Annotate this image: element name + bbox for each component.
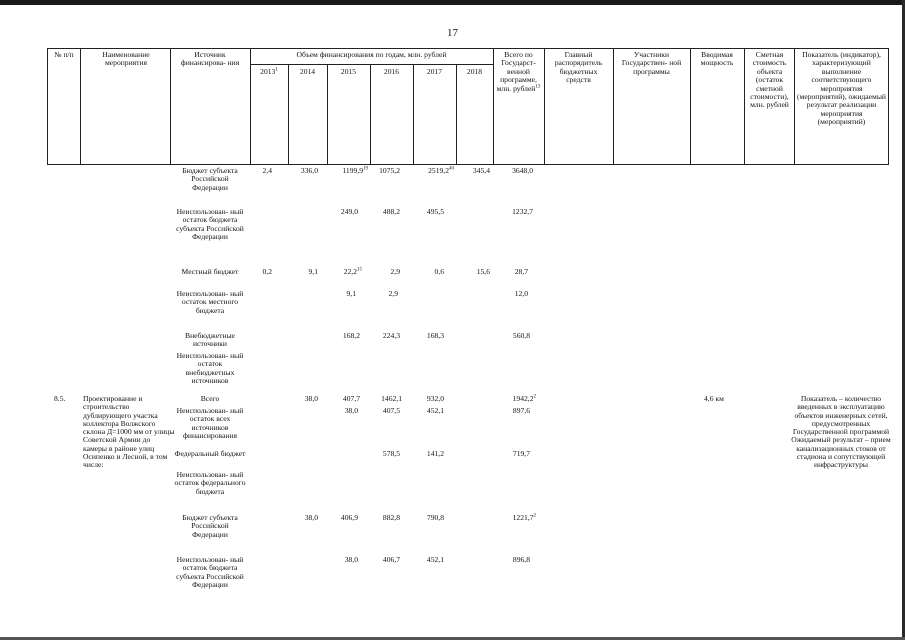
item-number: 8.5. [54, 394, 66, 403]
cell-total: 560,8 [512, 331, 530, 340]
header-participants: Участники Государствен- ной программы [621, 50, 682, 76]
header-total: Всего по Государст- венной программе, млн. рублей$^{13}$ [496, 50, 541, 93]
row-source: Неиспользован- ный остаток бюджета субъекта Российской Федерации [176, 207, 244, 241]
cell-2017: 932,0 [426, 394, 444, 403]
cell-total: 897,6 [512, 406, 530, 415]
row-source: Бюджет субъекта Российской Федерации [182, 166, 238, 192]
cell-2016: 488,2 [382, 207, 400, 216]
cell-2016: 2,9 [388, 289, 398, 298]
header-funding: Объем финансирования по годам, млн. рублей [296, 50, 447, 59]
row-source: Неиспользован- ный остаток бюджета субъекта Российской Федерации [176, 555, 244, 589]
cell-2013: 0,2 [262, 267, 272, 276]
header-cost: Сметная стоимость объекта (остаток сметной стоимости), млн. рублей [750, 50, 789, 110]
cell-2013: 2,4 [262, 166, 272, 175]
cell-2015: 168,2 [342, 331, 360, 340]
cell-2018: 345,4 [472, 166, 490, 175]
cell-2016: 2,9 [390, 267, 400, 276]
cell-total: 1221,7$^2$ [512, 513, 536, 522]
cell-total: 1232,7 [512, 207, 533, 216]
cell-2014: 38,0 [304, 394, 318, 403]
cell-2016: 406,7 [382, 555, 400, 564]
row-source: Местный бюджет [181, 267, 239, 276]
cell-total: 896,8 [512, 555, 530, 564]
cell-2017: 168,3 [426, 331, 444, 340]
cell-2017: 0,6 [434, 267, 444, 276]
cell-2015: 249,0 [340, 207, 358, 216]
cell-2015: 38,0 [344, 406, 358, 415]
cell-2014: 9,1 [308, 267, 318, 276]
cell-2016: 224,3 [382, 331, 400, 340]
cell-2015: 9,1 [346, 289, 356, 298]
cell-total: 12,0 [514, 289, 528, 298]
header-year-2015: 2015 [340, 67, 357, 76]
cell-2017: 452,1 [426, 406, 444, 415]
cell-2017: 141,2 [426, 449, 444, 458]
row-source: Всего [200, 394, 220, 403]
cell-2014: 38,0 [304, 513, 318, 522]
item-indicator: Показатель – количество введенных в эксплуатацию объектов инженерных сетей, предусмотренных Государственной программой Ожидаемый результат – прием канализационных стоков от стадиона и сопутствующей инфраструктуры [791, 394, 891, 470]
cell-2015: 1199,9$^{19}$ [342, 166, 368, 175]
row-source: Бюджет субъекта Российской Федерации [182, 513, 238, 539]
cell-2017: 452,1 [426, 555, 444, 564]
page-number: 17 [447, 27, 458, 39]
row-source: Неиспользован- ный остаток внебюджетных источников [176, 351, 244, 385]
cell-2017: 790,8 [426, 513, 444, 522]
header-year-2016: 2016 [383, 67, 400, 76]
page-top-border [0, 0, 905, 5]
header-num: № п/п [54, 50, 74, 59]
cell-2016: 1075,2 [379, 166, 400, 175]
cell-2018: 15,6 [476, 267, 490, 276]
cell-total: 3648,0 [512, 166, 533, 175]
cell-2014: 336,0 [300, 166, 318, 175]
row-source: Внебюджетные источники [185, 331, 235, 349]
cell-2016: 1462,1 [381, 394, 402, 403]
cell-2016: 578,5 [382, 449, 400, 458]
header-name: Наименование мероприятия [102, 50, 150, 68]
cell-2015: 38,0 [344, 555, 358, 564]
item-capacity: 4,6 км [704, 394, 724, 403]
header-year-2014: 2014 [299, 67, 316, 76]
row-source: Федеральный бюджет [174, 449, 246, 458]
cell-2017: 2519,2$^{40}$ [428, 166, 454, 175]
header-source: Источник финансирова- ния [180, 50, 240, 68]
header-year-2018: 2018 [466, 67, 483, 76]
header-capacity: Вводимая мощность [700, 50, 734, 68]
cell-2015: 22,2$^{15}$ [343, 267, 362, 276]
item-name: Проектирование и строительство дублирующего участка коллектора Волжского склона Д=1000 мм от улицы Советской Армии до камеры в районе улиц Осипенко и Лесной, в том числе: [83, 394, 175, 470]
cell-total: 28,7 [514, 267, 528, 276]
header-indicator: Показатель (индикатор), характеризующий выполнение соответствующего мероприятия (мероприятий), ожидаемый результат реализации мероприятия (мероприятий) [797, 50, 886, 127]
header-year-2017: 2017 [426, 67, 443, 76]
row-source: Неиспользован- ный остаток местного бюджета [176, 289, 244, 315]
cell-2016: 882,8 [382, 513, 400, 522]
header-manager: Главный распорядитель бюджетных средств [554, 50, 603, 85]
header-year-2013: 2013$^1$ [260, 67, 278, 76]
cell-2015: 406,9 [340, 513, 358, 522]
cell-2015: 407,7 [342, 394, 360, 403]
row-source: Неиспользован- ный остаток федерального бюджета [174, 470, 246, 496]
cell-total: 1942,2$^2$ [512, 394, 536, 403]
cell-2016: 407,5 [382, 406, 400, 415]
cell-total: 719,7 [512, 449, 530, 458]
cell-2017: 495,5 [426, 207, 444, 216]
row-source: Неиспользован- ный остаток всех источников финансирования [176, 406, 244, 440]
